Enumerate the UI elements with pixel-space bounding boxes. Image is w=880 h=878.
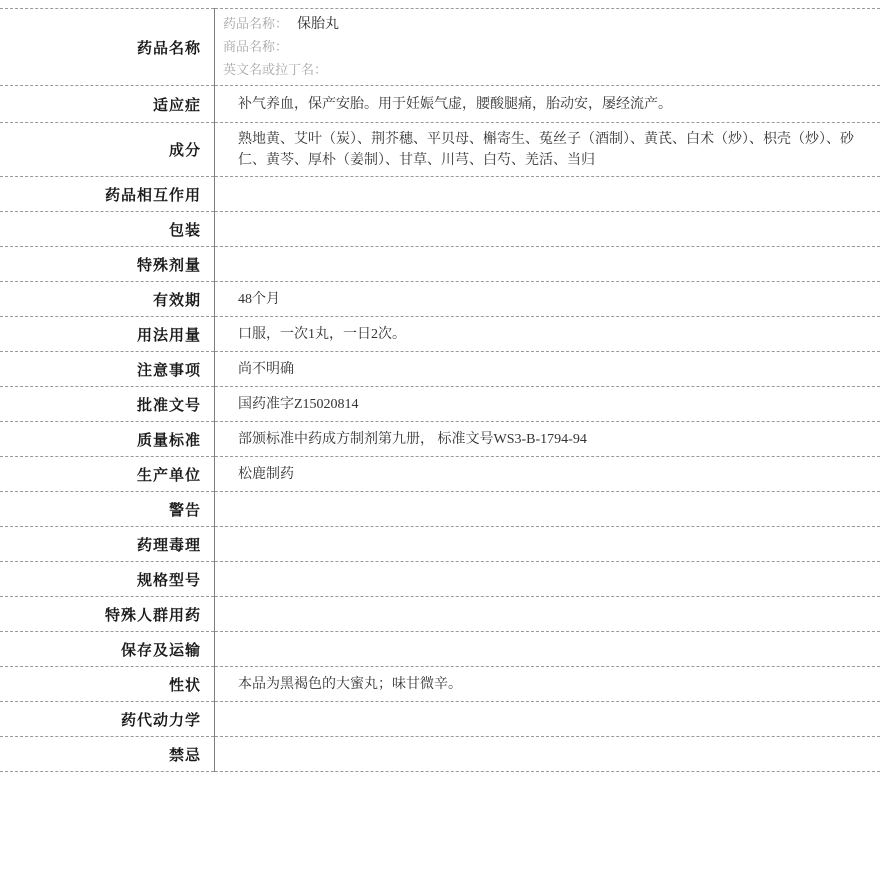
row-label-validity-period: 有效期 — [0, 282, 215, 317]
table-row-properties — [0, 667, 880, 702]
row-label-contraindications: 禁忌 — [0, 737, 215, 772]
row-value-drug-name — [215, 9, 880, 86]
drug-name-value: 保胎丸 — [297, 17, 339, 32]
drug-name-line — [223, 13, 872, 36]
drug-name-prefix: 药品名称： — [223, 16, 288, 31]
row-value-manufacturer: 松鹿制药 — [215, 457, 880, 492]
table-row-ingredients — [0, 123, 880, 177]
table-row-contraindications — [0, 737, 880, 772]
row-label-special-dosage: 特殊剂量 — [0, 247, 215, 282]
row-value-special-population — [215, 597, 880, 632]
table-row-manufacturer — [0, 457, 880, 492]
row-label-warning: 警告 — [0, 492, 215, 527]
row-value-storage-transport — [215, 632, 880, 667]
english-name-line — [223, 59, 872, 82]
row-label-dosage-usage: 用法用量 — [0, 317, 215, 352]
row-label-manufacturer: 生产单位 — [0, 457, 215, 492]
table-row-approval-number — [0, 387, 880, 422]
row-value-warning — [215, 492, 880, 527]
row-label-pharmacokinetics: 药代动力学 — [0, 702, 215, 737]
table-row-warning — [0, 492, 880, 527]
table-row-validity-period — [0, 282, 880, 317]
table-row-indications — [0, 86, 880, 123]
row-label-packaging: 包装 — [0, 212, 215, 247]
trade-name-line — [223, 36, 872, 59]
table-row-pharmacology-toxicology — [0, 527, 880, 562]
table-row-special-population — [0, 597, 880, 632]
row-label-special-population: 特殊人群用药 — [0, 597, 215, 632]
row-label-storage-transport: 保存及运输 — [0, 632, 215, 667]
row-value-pharmacokinetics — [215, 702, 880, 737]
row-label-precautions: 注意事项 — [0, 352, 215, 387]
table-row-drug-name — [0, 9, 880, 86]
row-value-indications: 补气养血，保产安胎。用于妊娠气虚，腰酸腿痛，胎动安，屡经流产。 — [215, 86, 880, 123]
drug-info-table — [0, 8, 880, 772]
row-label-specification: 规格型号 — [0, 562, 215, 597]
table-row-interactions — [0, 177, 880, 212]
trade-name-prefix: 商品名称： — [223, 39, 288, 54]
row-label-approval-number: 批准文号 — [0, 387, 215, 422]
row-value-properties: 本品为黑褐色的大蜜丸；味甘微辛。 — [215, 667, 880, 702]
row-label-ingredients: 成分 — [0, 123, 215, 177]
table-row-quality-standard — [0, 422, 880, 457]
row-value-approval-number: 国药准字Z15020814 — [215, 387, 880, 422]
row-value-dosage-usage: 口服，一次1丸，一日2次。 — [215, 317, 880, 352]
row-value-contraindications — [215, 737, 880, 772]
table-row-special-dosage — [0, 247, 880, 282]
row-label-interactions: 药品相互作用 — [0, 177, 215, 212]
table-row-storage-transport — [0, 632, 880, 667]
row-label-quality-standard: 质量标准 — [0, 422, 215, 457]
row-value-packaging — [215, 212, 880, 247]
row-value-interactions — [215, 177, 880, 212]
row-value-ingredients: 熟地黄、艾叶（炭）、荆芥穗、平贝母、槲寄生、菟丝子（酒制）、黄芪、白术（炒）、枳壳（炒）、砂仁、黄芩、厚朴（姜制）、甘草、川芎、白芍、羌活、当归 — [215, 123, 880, 177]
row-value-special-dosage — [215, 247, 880, 282]
row-value-specification — [215, 562, 880, 597]
table-row-specification — [0, 562, 880, 597]
row-label-indications: 适应症 — [0, 86, 215, 123]
row-value-quality-standard: 部颁标准中药成方制剂第九册， 标准文号WS3-B-1794-94 — [215, 422, 880, 457]
row-value-precautions: 尚不明确 — [215, 352, 880, 387]
row-label-pharmacology-toxicology: 药理毒理 — [0, 527, 215, 562]
row-label-drug-name: 药品名称 — [0, 9, 215, 86]
table-row-precautions — [0, 352, 880, 387]
row-value-validity-period: 48个月 — [215, 282, 880, 317]
table-row-pharmacokinetics — [0, 702, 880, 737]
table-row-dosage-usage — [0, 317, 880, 352]
english-name-prefix: 英文名或拉丁名： — [223, 62, 327, 77]
table-row-packaging — [0, 212, 880, 247]
row-value-pharmacology-toxicology — [215, 527, 880, 562]
row-label-properties: 性状 — [0, 667, 215, 702]
